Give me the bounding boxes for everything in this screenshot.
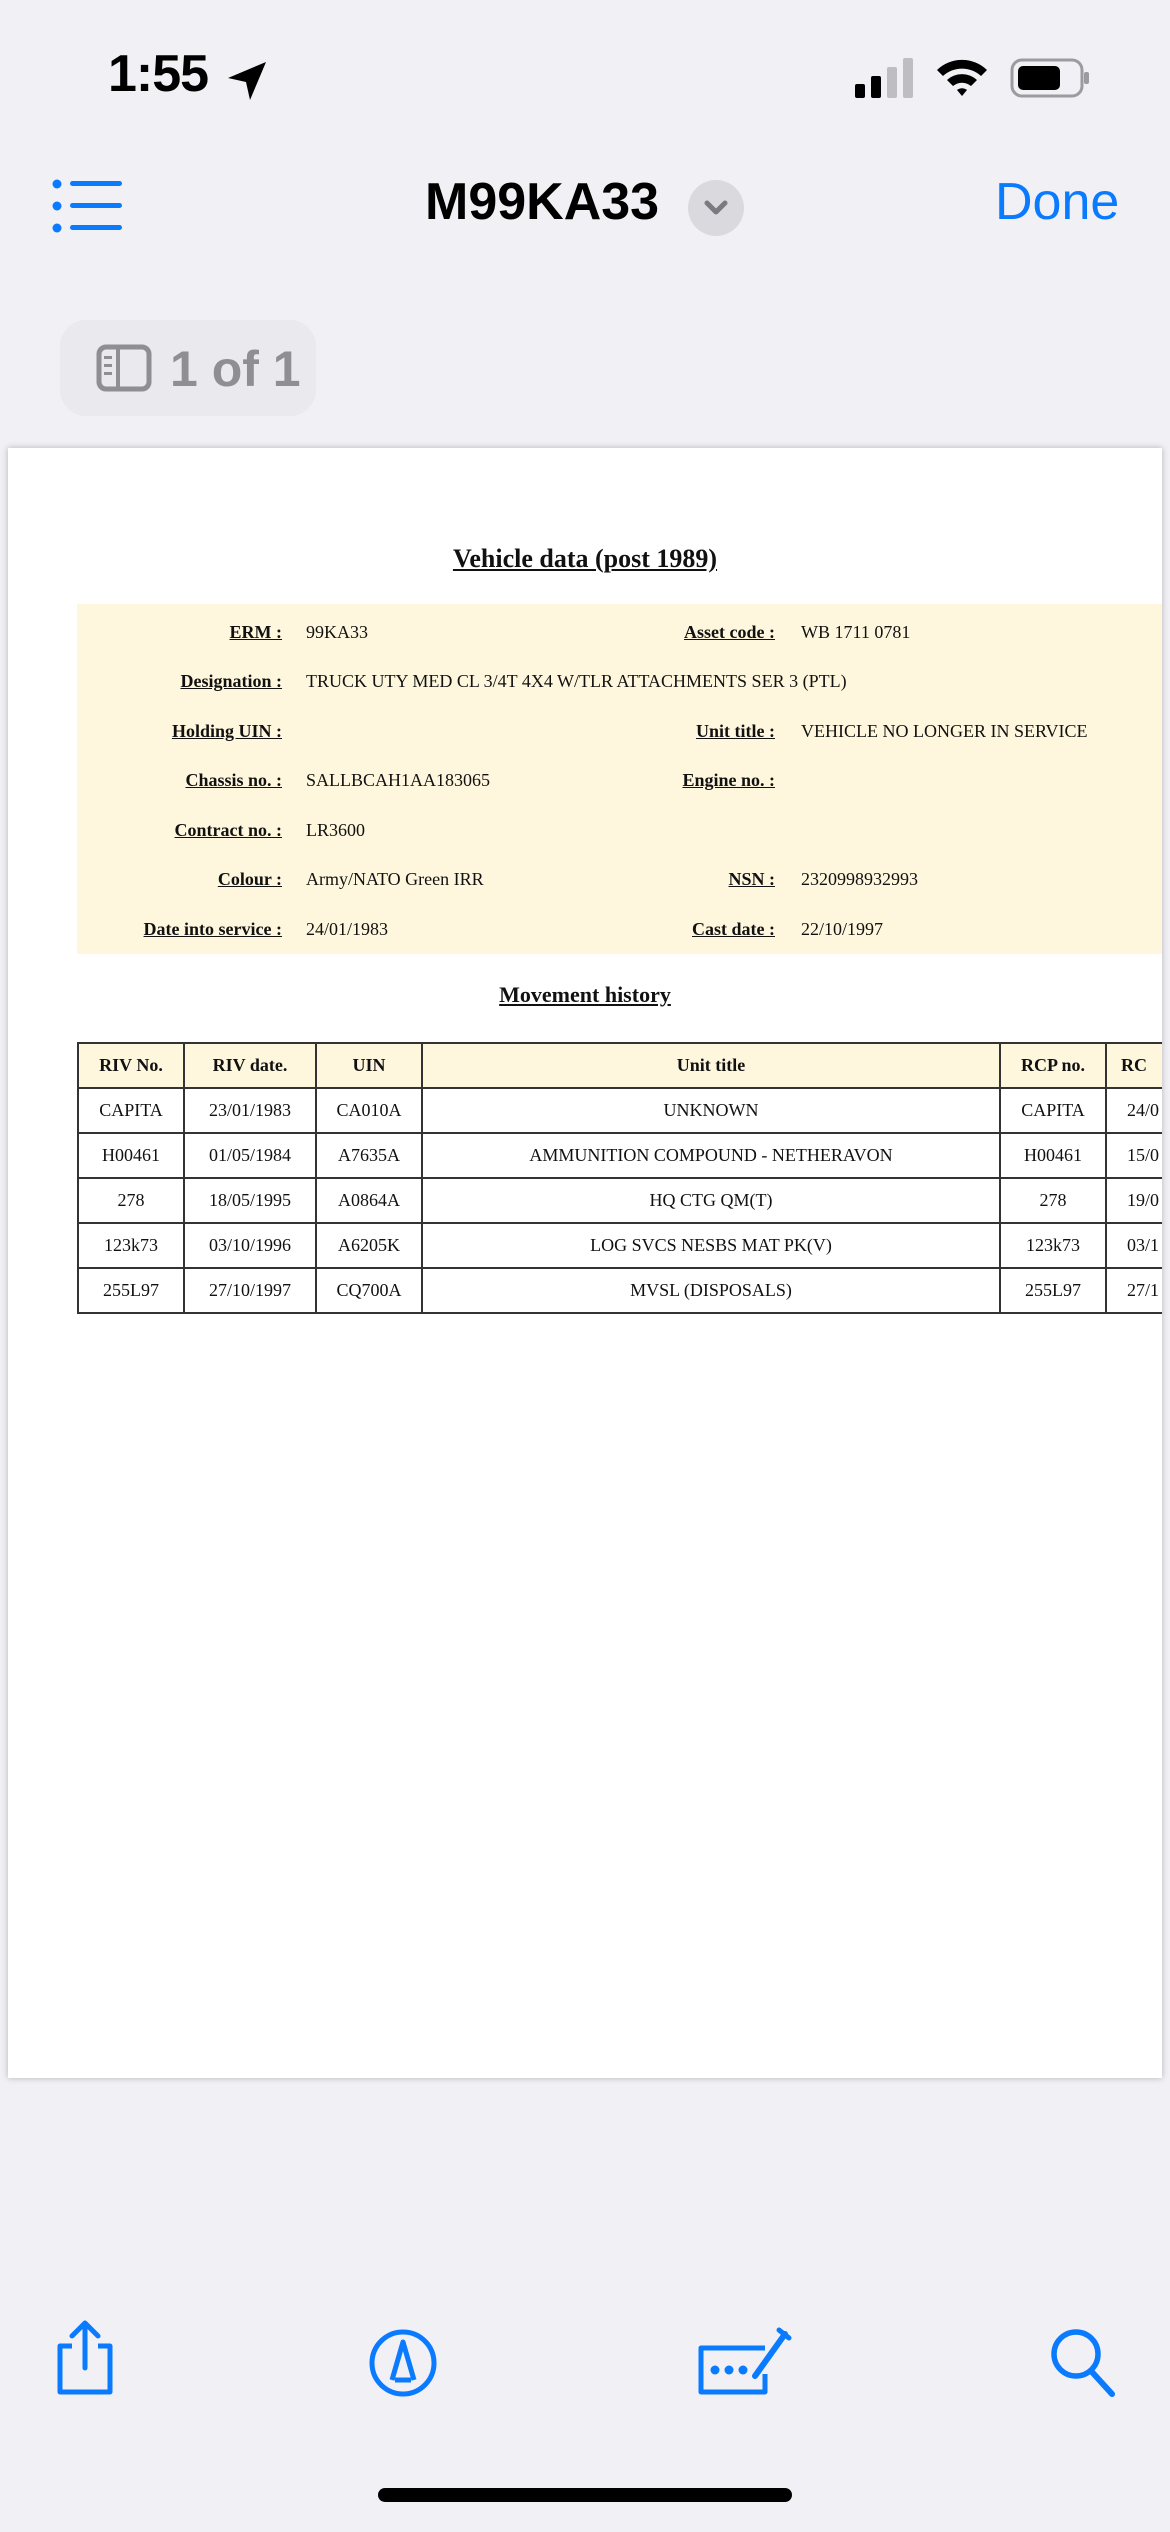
table-cell: CA010A (316, 1088, 422, 1133)
unit-title-value: VEHICLE NO LONGER IN SERVICE (801, 721, 1088, 741)
column-header: Unit title (422, 1043, 1000, 1088)
nsn-value: 2320998932993 (801, 869, 918, 889)
table-cell: CAPITA (78, 1088, 184, 1133)
chevron-down-icon (688, 180, 744, 236)
cast-date-value: 22/10/1997 (801, 919, 884, 939)
erm-label: ERM : (229, 622, 282, 642)
nsn-label: NSN : (728, 869, 775, 889)
movement-history-table (77, 1042, 1162, 1314)
date-into-service-value: 24/01/1983 (306, 919, 389, 939)
table-cell: 123k73 (78, 1223, 184, 1268)
table-cell: 255L97 (1000, 1268, 1106, 1313)
markup-button[interactable] (368, 2328, 438, 2398)
column-header: RIV No. (78, 1043, 184, 1088)
vehicle-data-panel (77, 604, 1162, 954)
table-cell: 03/1 (1106, 1223, 1162, 1268)
asset-code-value: WB 1711 0781 (801, 622, 911, 642)
table-cell: 27/10/1997 (184, 1268, 316, 1313)
movement-history-heading: Movement history (499, 982, 671, 1007)
table-cell: AMMUNITION COMPOUND - NETHERAVON (422, 1133, 1000, 1178)
list-icon (52, 178, 124, 234)
vehicle-data-heading: Vehicle data (post 1989) (452, 544, 718, 573)
erm-value: 99KA33 (306, 622, 368, 642)
table-cell: 23/01/1983 (184, 1088, 316, 1133)
table-cell: 123k73 (1000, 1223, 1106, 1268)
column-header: RC (1106, 1043, 1162, 1088)
table-cell: HQ CTG QM(T) (422, 1178, 1000, 1223)
unit-title-label: Unit title : (696, 721, 775, 741)
battery-icon (1010, 58, 1090, 98)
location-arrow-icon (222, 56, 272, 106)
table-cell: 18/05/1995 (184, 1178, 316, 1223)
document-title[interactable]: M99KA33 (425, 173, 660, 231)
fill-and-sign-button[interactable] (695, 2326, 793, 2398)
asset-code-label: Asset code : (684, 622, 775, 642)
status-time: 1:55 (108, 45, 209, 103)
outline-list-button[interactable] (52, 178, 124, 234)
document-page (8, 448, 1162, 2078)
table-cell: H00461 (78, 1133, 184, 1178)
cast-date-label: Cast date : (692, 919, 775, 939)
search-icon (1050, 2328, 1116, 2398)
table-cell: A7635A (316, 1133, 422, 1178)
table-cell: MVSL (DISPOSALS) (422, 1268, 1000, 1313)
status-bar (0, 0, 1170, 150)
table-row (78, 1088, 1162, 1133)
date-into-service-label: Date into service : (143, 919, 282, 939)
cellular-signal-icon (855, 58, 915, 98)
table-cell: A0864A (316, 1178, 422, 1223)
holding-uin-label: Holding UIN : (171, 721, 282, 741)
engine-no-label: Engine no. : (682, 770, 775, 790)
table-cell: 19/0 (1106, 1178, 1162, 1223)
table-cell: H00461 (1000, 1133, 1106, 1178)
title-menu-button[interactable] (688, 180, 744, 236)
table-cell: 24/0 (1106, 1088, 1162, 1133)
table-cell: 278 (1000, 1178, 1106, 1223)
table-cell: 15/0 (1106, 1133, 1162, 1178)
wifi-icon (935, 56, 989, 100)
markup-icon (368, 2328, 438, 2398)
table-row (78, 1178, 1162, 1223)
colour-value: Army/NATO Green IRR (306, 869, 484, 889)
colour-label: Colour : (217, 869, 282, 889)
search-button[interactable] (1050, 2328, 1116, 2398)
designation-label: Designation : (180, 671, 282, 691)
table-cell: 278 (78, 1178, 184, 1223)
table-cell: CAPITA (1000, 1088, 1106, 1133)
table-cell: 255L97 (78, 1268, 184, 1313)
page-count: 1 of 1 (170, 341, 301, 397)
chassis-no-label: Chassis no. : (185, 770, 282, 790)
table-cell: UNKNOWN (422, 1088, 1000, 1133)
page-indicator[interactable] (60, 320, 316, 416)
contract-no-label: Contract no. : (174, 820, 282, 840)
fill-sign-icon (695, 2326, 793, 2398)
chassis-no-value: SALLBCAH1AA183065 (306, 770, 491, 790)
share-icon (50, 2320, 120, 2396)
table-cell: 01/05/1984 (184, 1133, 316, 1178)
table-cell: A6205K (316, 1223, 422, 1268)
table-row (78, 1133, 1162, 1178)
table-cell: 03/10/1996 (184, 1223, 316, 1268)
column-header: RCP no. (1000, 1043, 1106, 1088)
share-button[interactable] (50, 2320, 120, 2396)
table-cell: 27/1 (1106, 1268, 1162, 1313)
table-cell: LOG SVCS NESBS MAT PK(V) (422, 1223, 1000, 1268)
column-header: RIV date. (184, 1043, 316, 1088)
home-indicator[interactable] (378, 2488, 792, 2502)
column-header: UIN (316, 1043, 422, 1088)
table-header-row (78, 1043, 1162, 1088)
table-row (78, 1268, 1162, 1313)
table-cell: CQ700A (316, 1268, 422, 1313)
table-row (78, 1223, 1162, 1268)
contract-no-value: LR3600 (306, 820, 366, 840)
done-button[interactable]: Done (995, 173, 1120, 231)
sidebar-icon (96, 344, 152, 392)
designation-value: TRUCK UTY MED CL 3/4T 4X4 W/TLR ATTACHMENTS SER 3 (PTL) (306, 671, 847, 691)
